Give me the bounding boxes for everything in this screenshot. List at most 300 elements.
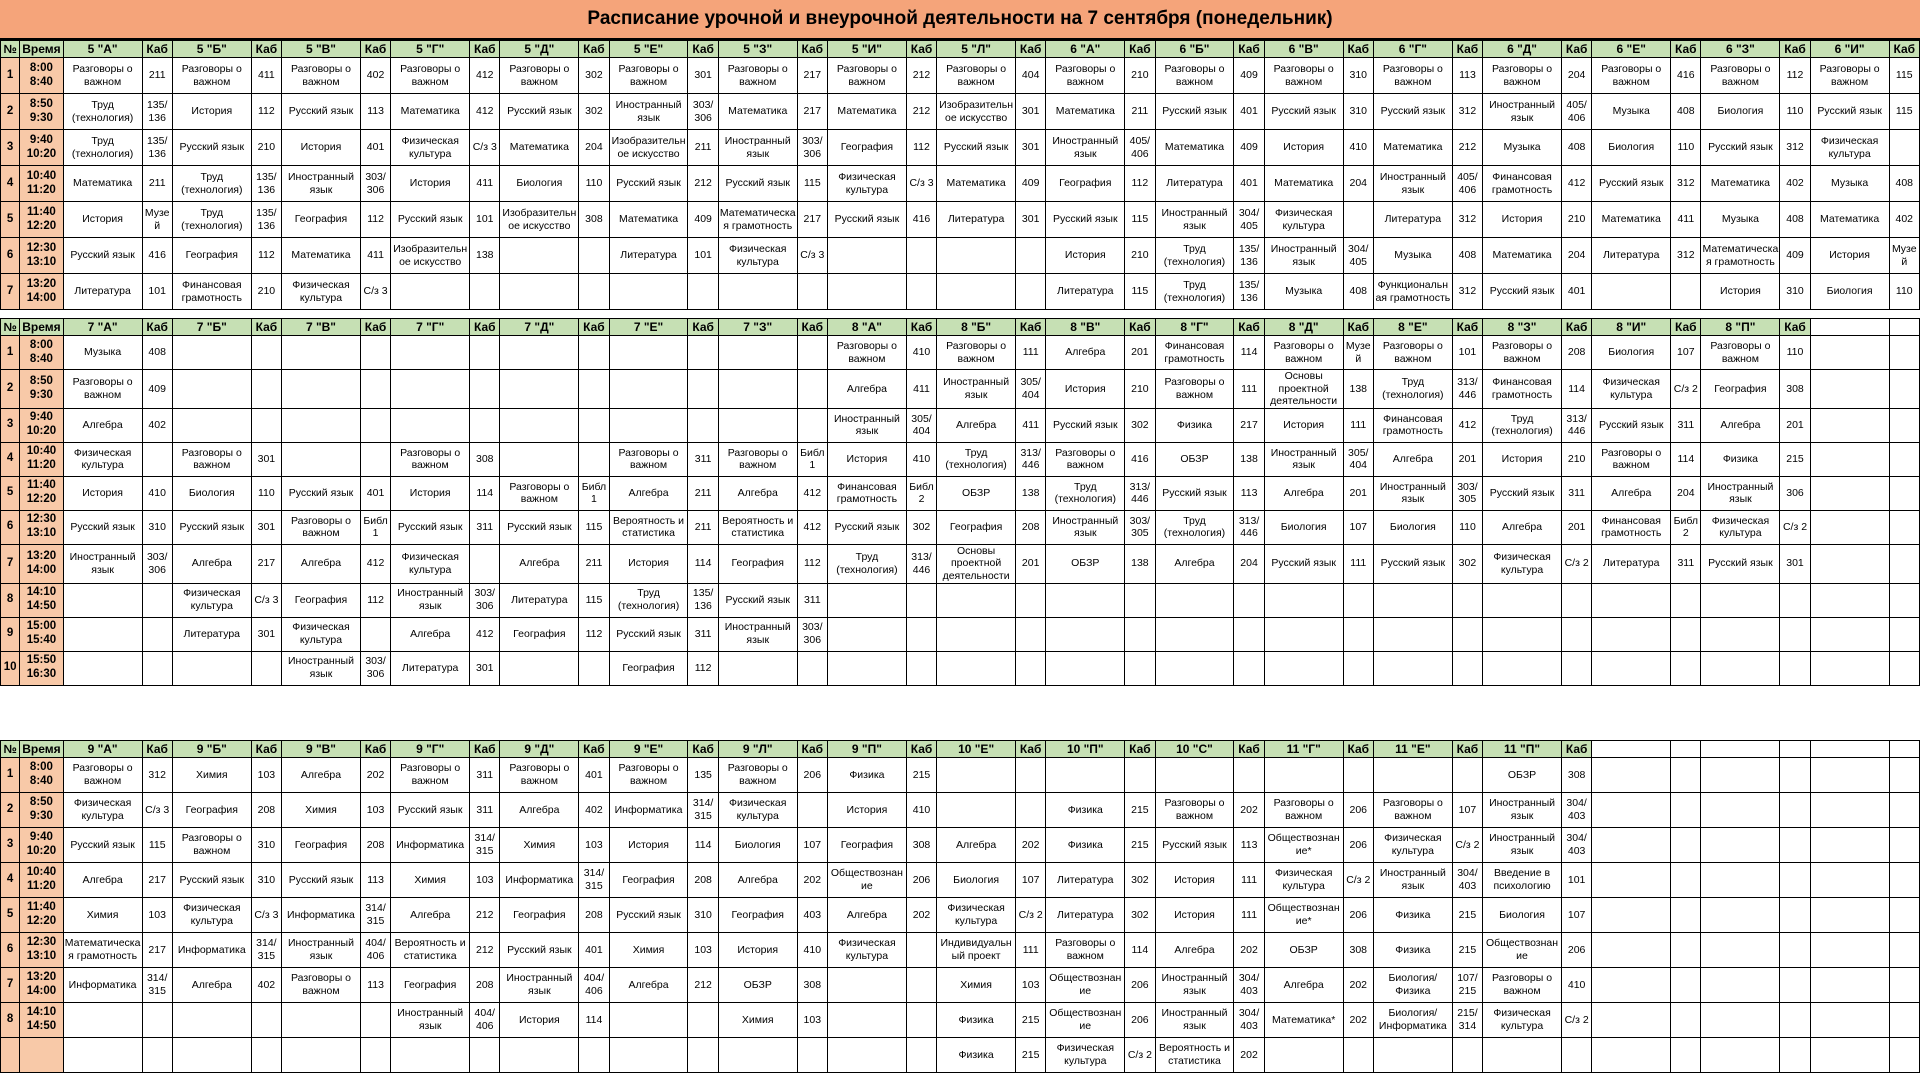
subject-cell — [1592, 651, 1671, 685]
subject-cell: Русский язык — [1264, 94, 1343, 130]
room-cell: 138 — [1343, 370, 1373, 409]
room-cell: 112 — [360, 202, 390, 238]
room-cell: 212 — [470, 898, 500, 933]
room-cell: 311 — [688, 617, 718, 651]
lesson-number: 5 — [1, 202, 20, 238]
subject-cell: Разговоры о важном — [1155, 58, 1234, 94]
room-cell: 416 — [1125, 442, 1155, 476]
subject-cell: История — [1046, 238, 1125, 274]
subject-cell — [63, 583, 142, 617]
subject-cell: Физика — [827, 758, 906, 793]
subject-cell: Литература — [1373, 202, 1452, 238]
room-cell: 115 — [579, 583, 609, 617]
subject-cell: Алгебра — [172, 544, 251, 583]
room-cell — [251, 1003, 281, 1038]
room-cell — [1671, 933, 1701, 968]
subject-cell: Информатика — [63, 968, 142, 1003]
subject-cell: Алгебра — [391, 617, 470, 651]
subject-cell: Труд (технология) — [1155, 238, 1234, 274]
room-cell: 110 — [1780, 336, 1810, 370]
room-cell: 210 — [251, 274, 281, 310]
room-cell: 204 — [1561, 58, 1591, 94]
subject-cell — [391, 370, 470, 409]
room-cell: 217 — [797, 202, 827, 238]
subject-cell — [1155, 758, 1234, 793]
room-cell: 314/ 315 — [688, 793, 718, 828]
subject-cell — [1264, 617, 1343, 651]
lesson-time: 13:20 14:00 — [20, 968, 63, 1003]
room-cell: 303/ 306 — [142, 544, 172, 583]
room-cell: 314/ 315 — [251, 933, 281, 968]
subject-cell — [1592, 617, 1671, 651]
room-cell — [1889, 130, 1919, 166]
subject-cell: Финансовая грамотность — [172, 274, 251, 310]
lesson-time: 8:00 8:40 — [20, 58, 63, 94]
room-cell: 409 — [1234, 130, 1264, 166]
room-cell — [360, 442, 390, 476]
room-cell: 311 — [470, 758, 500, 793]
room-cell — [1671, 828, 1701, 863]
subject-cell — [937, 617, 1016, 651]
subject-cell — [500, 442, 579, 476]
room-cell — [251, 336, 281, 370]
subject-cell: Разговоры о важном — [937, 58, 1016, 94]
room-cell — [579, 238, 609, 274]
room-cell — [1016, 793, 1046, 828]
room-cell: 202 — [1343, 1003, 1373, 1038]
room-cell: 310 — [1343, 58, 1373, 94]
room-cell: 103 — [251, 758, 281, 793]
subject-cell: Разговоры о важном — [63, 370, 142, 409]
subject-cell: География — [391, 968, 470, 1003]
subject-cell: Биология — [1373, 510, 1452, 544]
room-cell: 302 — [906, 510, 936, 544]
subject-cell: История — [391, 166, 470, 202]
class-header: 8 "З" — [1483, 319, 1562, 336]
subject-cell: Музыка — [1483, 130, 1562, 166]
room-cell — [1780, 828, 1810, 863]
room-cell — [579, 370, 609, 409]
room-cell: 217 — [797, 58, 827, 94]
subject-cell: Разговоры о важном — [1264, 336, 1343, 370]
room-cell: 301 — [251, 510, 281, 544]
room-cell: 405/ 406 — [1125, 130, 1155, 166]
room-cell: 107 — [797, 828, 827, 863]
room-cell — [797, 1038, 827, 1073]
room-cell: 304/ 403 — [1234, 1003, 1264, 1038]
subject-cell: Разговоры о важном — [609, 442, 688, 476]
room-cell — [906, 583, 936, 617]
subject-cell: Разговоры о важном — [1810, 58, 1889, 94]
room-header: Каб — [251, 741, 281, 758]
lesson-time: 9:40 10:20 — [20, 130, 63, 166]
room-cell: 410 — [906, 793, 936, 828]
subject-cell — [827, 274, 906, 310]
subject-cell: Иностранный язык — [1483, 793, 1562, 828]
subject-cell: Информатика — [609, 793, 688, 828]
room-cell — [470, 274, 500, 310]
room-cell: 113 — [360, 94, 390, 130]
subject-cell: История — [63, 476, 142, 510]
room-cell — [1343, 202, 1373, 238]
room-cell: 211 — [142, 166, 172, 202]
class-header: 6 "З" — [1701, 41, 1780, 58]
room-cell — [1889, 898, 1919, 933]
room-cell: 311 — [688, 442, 718, 476]
room-cell — [1889, 583, 1919, 617]
subject-cell: Разговоры о важном — [1264, 58, 1343, 94]
room-cell: 409 — [688, 202, 718, 238]
subject-cell: Математика — [500, 130, 579, 166]
subject-cell: География — [282, 828, 361, 863]
lesson-time: 13:20 14:00 — [20, 544, 63, 583]
subject-cell — [1701, 828, 1780, 863]
subject-cell: Алгебра — [1264, 476, 1343, 510]
room-cell: 204 — [1671, 476, 1701, 510]
room-cell: 404/ 406 — [579, 968, 609, 1003]
class-header: 7 "Г" — [391, 319, 470, 336]
subject-cell — [1701, 583, 1780, 617]
room-cell: 302 — [1125, 408, 1155, 442]
subject-cell: Русский язык — [1592, 408, 1671, 442]
room-cell: 305/ 404 — [1016, 370, 1046, 409]
class-header: 5 "Б" — [172, 41, 251, 58]
subject-cell — [1483, 617, 1562, 651]
room-cell: 308 — [1343, 933, 1373, 968]
subject-cell: География — [609, 651, 688, 685]
subject-cell: Литература — [937, 202, 1016, 238]
lesson-row — [1, 202, 1920, 238]
room-cell: 312 — [1780, 130, 1810, 166]
subject-cell: Основы проектной деятельности — [937, 544, 1016, 583]
subject-cell — [1264, 651, 1343, 685]
subject-cell — [391, 336, 470, 370]
room-cell: 402 — [360, 58, 390, 94]
class-header: 10 "П" — [1046, 741, 1125, 758]
room-cell — [1343, 1038, 1373, 1073]
room-cell: 206 — [1561, 933, 1591, 968]
subject-cell — [1592, 968, 1671, 1003]
room-cell: 107 — [1016, 863, 1046, 898]
subject-cell — [1264, 758, 1343, 793]
room-cell: 313/ 446 — [1452, 370, 1482, 409]
room-cell: С/з 2 — [1561, 544, 1591, 583]
room-cell — [1561, 583, 1591, 617]
room-cell: 115 — [1889, 58, 1919, 94]
subject-cell: Литература — [172, 617, 251, 651]
room-cell — [1343, 583, 1373, 617]
room-cell: 405/ 406 — [1561, 94, 1591, 130]
room-cell — [251, 1038, 281, 1073]
room-cell — [1889, 336, 1919, 370]
lesson-time: 11:40 12:20 — [20, 898, 63, 933]
room-cell — [1671, 617, 1701, 651]
room-cell: 408 — [1452, 238, 1482, 274]
room-cell — [1016, 617, 1046, 651]
room-cell: 411 — [470, 166, 500, 202]
subject-cell: Труд (технология) — [63, 130, 142, 166]
subject-cell: История — [1264, 408, 1343, 442]
room-cell: С/з 3 — [470, 130, 500, 166]
subject-cell: Труд (технология) — [1373, 370, 1452, 409]
subject-cell: Разговоры о важном — [63, 758, 142, 793]
room-header: Каб — [142, 41, 172, 58]
subject-cell — [1592, 793, 1671, 828]
class-header: 6 "А" — [1046, 41, 1125, 58]
subject-cell: Биология — [1701, 94, 1780, 130]
room-cell: 135/ 136 — [1234, 274, 1264, 310]
subject-cell — [1046, 651, 1125, 685]
room-cell: 303/ 306 — [797, 130, 827, 166]
subject-cell: Иностранный язык — [1701, 476, 1780, 510]
class-header: 7 "Е" — [609, 319, 688, 336]
room-cell: 303/ 305 — [1125, 510, 1155, 544]
room-cell: 103 — [1016, 968, 1046, 1003]
header-num: № — [1, 41, 20, 58]
room-cell: 208 — [251, 793, 281, 828]
room-cell — [142, 1003, 172, 1038]
subject-cell: Алгебра — [609, 968, 688, 1003]
room-cell: С/з 3 — [251, 583, 281, 617]
class-header: 7 "Д" — [500, 319, 579, 336]
room-cell: 402 — [142, 408, 172, 442]
room-header: Каб — [470, 319, 500, 336]
subject-cell — [500, 1038, 579, 1073]
subject-cell: История — [1155, 863, 1234, 898]
room-cell: 217 — [1234, 408, 1264, 442]
room-cell: 301 — [1780, 544, 1810, 583]
subject-cell — [827, 1003, 906, 1038]
room-cell: 301 — [1016, 202, 1046, 238]
subject-cell: Вероятность и статистика — [1155, 1038, 1234, 1073]
subject-cell: Алгебра — [1701, 408, 1780, 442]
room-header: Каб — [1889, 41, 1919, 58]
subject-cell: Труд (технология) — [827, 544, 906, 583]
lesson-row — [1, 408, 1920, 442]
subject-cell: Русский язык — [1810, 94, 1889, 130]
subject-cell: Физическая культура — [827, 933, 906, 968]
room-cell: 204 — [1234, 544, 1264, 583]
subject-cell: История — [609, 828, 688, 863]
schedule-table-block-2 — [0, 318, 1920, 686]
room-cell: 302 — [579, 58, 609, 94]
room-cell: 201 — [1780, 408, 1810, 442]
subject-cell: Математика — [1483, 238, 1562, 274]
lesson-row — [1, 370, 1920, 409]
lesson-row — [1, 1038, 1920, 1073]
room-cell — [579, 1038, 609, 1073]
room-header: Каб — [579, 319, 609, 336]
room-cell: 411 — [1671, 202, 1701, 238]
subject-cell: Русский язык — [1483, 274, 1562, 310]
room-cell — [1889, 758, 1919, 793]
subject-cell: Биология — [1592, 130, 1671, 166]
subject-cell: Алгебра — [500, 544, 579, 583]
room-cell — [360, 336, 390, 370]
room-cell — [1780, 617, 1810, 651]
lesson-number: 7 — [1, 274, 20, 310]
class-header: 5 "И" — [827, 41, 906, 58]
room-header: Каб — [251, 41, 281, 58]
subject-cell — [1046, 758, 1125, 793]
room-cell — [1889, 651, 1919, 685]
room-cell: 211 — [1125, 94, 1155, 130]
subject-cell: Алгебра — [718, 863, 797, 898]
subject-cell: Алгебра — [391, 898, 470, 933]
room-cell: 103 — [688, 933, 718, 968]
subject-cell: Разговоры о важном — [172, 58, 251, 94]
subject-cell: Разговоры о важном — [718, 58, 797, 94]
subject-cell — [63, 1003, 142, 1038]
room-cell: 135/ 136 — [251, 202, 281, 238]
lesson-number: 1 — [1, 58, 20, 94]
room-header: Каб — [797, 741, 827, 758]
room-cell: С/з 3 — [906, 166, 936, 202]
room-cell: 409 — [1016, 166, 1046, 202]
subject-cell: Физика — [1046, 828, 1125, 863]
subject-cell: Труд (технология) — [172, 202, 251, 238]
subject-cell — [1373, 1038, 1452, 1073]
room-cell — [1889, 828, 1919, 863]
subject-cell: Физическая культура — [718, 238, 797, 274]
room-cell: 114 — [688, 544, 718, 583]
room-cell: С/з 3 — [360, 274, 390, 310]
subject-cell: Физическая культура — [172, 898, 251, 933]
room-cell: С/з 2 — [1016, 898, 1046, 933]
subject-cell — [1701, 933, 1780, 968]
room-cell: 201 — [1561, 510, 1591, 544]
subject-cell — [1701, 617, 1780, 651]
room-cell: 206 — [797, 758, 827, 793]
subject-cell: Разговоры о важном — [609, 758, 688, 793]
room-cell: 312 — [142, 758, 172, 793]
room-cell: 114 — [1561, 370, 1591, 409]
subject-cell: География — [172, 238, 251, 274]
subject-cell — [1810, 442, 1889, 476]
subject-cell: Литература — [1155, 166, 1234, 202]
subject-cell: Алгебра — [718, 476, 797, 510]
room-header — [1780, 741, 1810, 758]
room-cell — [1671, 863, 1701, 898]
subject-cell: Разговоры о важном — [1373, 58, 1452, 94]
subject-cell — [718, 274, 797, 310]
subject-cell: Русский язык — [1155, 476, 1234, 510]
room-cell: 202 — [1234, 793, 1264, 828]
room-cell: 404/ 406 — [360, 933, 390, 968]
room-cell: С/з 2 — [1452, 828, 1482, 863]
room-cell — [142, 651, 172, 685]
room-cell: 412 — [470, 58, 500, 94]
room-header: Каб — [1561, 41, 1591, 58]
room-cell: 204 — [579, 130, 609, 166]
room-cell: 113 — [1234, 476, 1264, 510]
subject-cell: Введение в психологию — [1483, 863, 1562, 898]
header-row — [1, 741, 1920, 758]
room-cell: 135/ 136 — [142, 130, 172, 166]
room-cell: 410 — [1561, 968, 1591, 1003]
room-cell — [1780, 898, 1810, 933]
subject-cell: Математика — [1046, 94, 1125, 130]
lesson-number: 3 — [1, 408, 20, 442]
room-cell: 308 — [1780, 370, 1810, 409]
room-cell: 312 — [1671, 166, 1701, 202]
lesson-number: 4 — [1, 442, 20, 476]
room-cell: 206 — [1125, 968, 1155, 1003]
room-cell — [470, 370, 500, 409]
room-cell: 101 — [1452, 336, 1482, 370]
lesson-number: 8 — [1, 1003, 20, 1038]
subject-cell: Музыка — [1701, 202, 1780, 238]
room-header: Каб — [797, 41, 827, 58]
subject-cell: Литература — [1046, 274, 1125, 310]
subject-cell — [827, 617, 906, 651]
subject-cell — [282, 336, 361, 370]
subject-cell: Иностранный язык — [1483, 94, 1562, 130]
class-header: 8 "И" — [1592, 319, 1671, 336]
subject-cell: Разговоры о важном — [391, 758, 470, 793]
subject-cell: Математика — [1264, 166, 1343, 202]
subject-cell: Математика — [937, 166, 1016, 202]
lesson-row — [1, 58, 1920, 94]
room-header: Каб — [251, 319, 281, 336]
room-header: Каб — [579, 741, 609, 758]
subject-cell — [609, 408, 688, 442]
subject-cell: Алгебра — [827, 898, 906, 933]
lesson-time: 8:00 8:40 — [20, 758, 63, 793]
subject-cell: Физическая культура — [1592, 370, 1671, 409]
subject-cell — [1264, 583, 1343, 617]
subject-cell: Иностранный язык — [937, 370, 1016, 409]
lesson-number: 5 — [1, 476, 20, 510]
room-cell: 303/ 306 — [688, 94, 718, 130]
subject-cell: География — [1701, 370, 1780, 409]
room-cell: 212 — [470, 933, 500, 968]
lesson-number: 4 — [1, 166, 20, 202]
class-header — [1810, 741, 1889, 758]
room-cell: 208 — [688, 863, 718, 898]
subject-cell: Иностранный язык — [1373, 166, 1452, 202]
lesson-number: 6 — [1, 510, 20, 544]
room-cell: 112 — [1125, 166, 1155, 202]
subject-cell — [1810, 476, 1889, 510]
header-num: № — [1, 741, 20, 758]
header-row — [1, 41, 1920, 58]
class-header: 9 "Д" — [500, 741, 579, 758]
room-cell: 313/ 446 — [1234, 510, 1264, 544]
subject-cell — [1592, 933, 1671, 968]
room-cell: 212 — [906, 58, 936, 94]
subject-cell — [1810, 758, 1889, 793]
room-cell: 301 — [1016, 94, 1046, 130]
lesson-number: 1 — [1, 336, 20, 370]
class-header: 8 "Г" — [1155, 319, 1234, 336]
subject-cell: Русский язык — [1264, 544, 1343, 583]
subject-cell: Труд (технология) — [609, 583, 688, 617]
subject-cell — [937, 238, 1016, 274]
room-cell: 308 — [470, 442, 500, 476]
room-cell — [906, 651, 936, 685]
subject-cell: География — [718, 544, 797, 583]
room-cell: 211 — [142, 58, 172, 94]
subject-cell: Химия — [282, 793, 361, 828]
subject-cell: Основы проектной деятельности — [1264, 370, 1343, 409]
subject-cell: Физическая культура — [1483, 544, 1562, 583]
room-cell: 409 — [1234, 58, 1264, 94]
subject-cell: Русский язык — [827, 510, 906, 544]
room-cell: Библ 1 — [360, 510, 390, 544]
subject-cell: Русский язык — [282, 863, 361, 898]
room-cell: С/з 2 — [1343, 863, 1373, 898]
